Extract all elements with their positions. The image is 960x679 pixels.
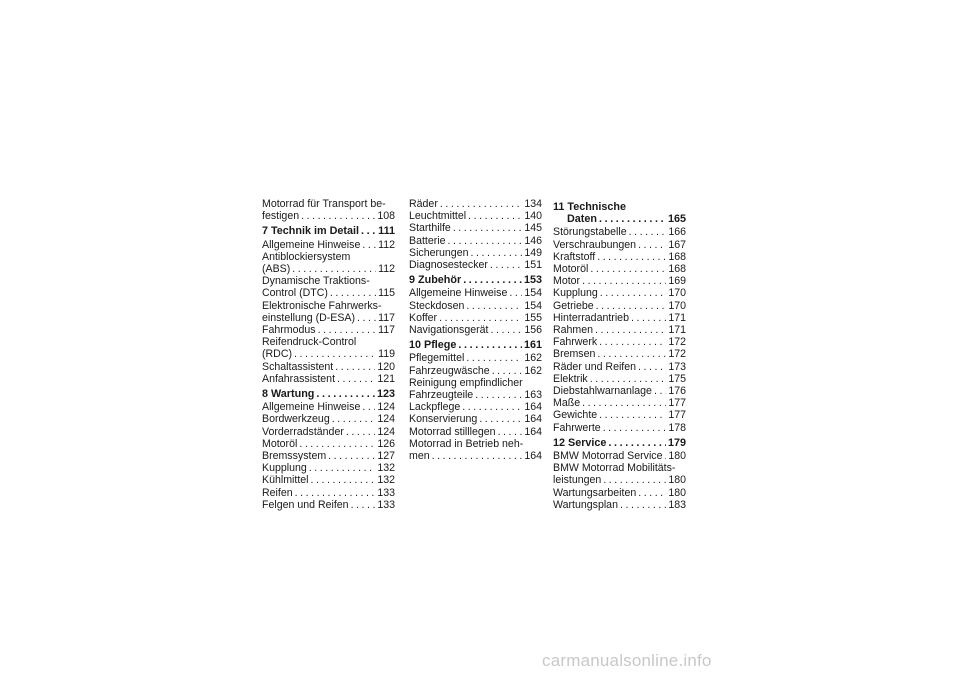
toc-entry[interactable] bbox=[262, 373, 395, 385]
toc-entry-title: men bbox=[409, 450, 430, 463]
toc-page-number: 169 bbox=[668, 275, 686, 288]
toc-entry-title: Diebstahlwarnanlage bbox=[553, 385, 652, 398]
toc-entry[interactable] bbox=[409, 365, 542, 377]
toc-entry-title: Fahrmodus bbox=[262, 324, 316, 337]
toc-page-number: 162 bbox=[524, 364, 542, 377]
toc-chapter-heading[interactable] bbox=[409, 274, 542, 286]
toc-page-number: 124 bbox=[377, 413, 395, 426]
toc-entry-title: Schaltassistent bbox=[262, 360, 334, 373]
dot-leader bbox=[608, 437, 666, 449]
toc-entry[interactable] bbox=[553, 348, 686, 360]
toc-entry-title: Motoröl bbox=[553, 263, 589, 276]
toc-page-number: 132 bbox=[377, 462, 395, 475]
dot-leader bbox=[463, 274, 522, 286]
toc-entry[interactable] bbox=[553, 361, 686, 373]
toc-entry-title: BMW Motorrad Service bbox=[553, 450, 663, 463]
toc-entry[interactable] bbox=[409, 377, 542, 401]
toc-page-number: 117 bbox=[378, 324, 395, 337]
dot-leader bbox=[582, 275, 666, 287]
toc-page-number: 146 bbox=[524, 234, 542, 247]
toc-entry[interactable] bbox=[553, 324, 686, 336]
toc-entry-title: Diagnosestecker bbox=[409, 259, 488, 272]
dot-leader bbox=[665, 450, 667, 462]
dot-leader bbox=[311, 474, 376, 486]
toc-page-number: 177 bbox=[668, 397, 686, 410]
toc-entry-title: Kupplung bbox=[262, 462, 307, 475]
toc-entry-title: Motor bbox=[553, 275, 581, 288]
toc-page-number: 154 bbox=[524, 287, 542, 300]
watermark-text: carmanualsonline.info bbox=[542, 651, 712, 670]
toc-entry[interactable] bbox=[553, 373, 686, 385]
toc-entry-title: Kühlmittel bbox=[262, 474, 309, 487]
dot-leader bbox=[498, 426, 523, 438]
dot-leader bbox=[654, 385, 666, 397]
dot-leader bbox=[620, 499, 666, 511]
toc-entry-title: Hinterradantrieb bbox=[553, 311, 629, 324]
dot-leader bbox=[362, 401, 375, 413]
dot-leader bbox=[295, 487, 376, 499]
dot-leader bbox=[603, 422, 667, 434]
dot-leader bbox=[335, 361, 375, 373]
dot-leader bbox=[357, 312, 376, 324]
toc-entry[interactable] bbox=[553, 239, 686, 251]
dot-leader bbox=[629, 226, 667, 238]
toc-column-2 bbox=[409, 198, 542, 462]
toc-entry[interactable] bbox=[553, 422, 686, 434]
toc-entry-title: Vorderradständer bbox=[262, 425, 344, 438]
toc-page-number: 172 bbox=[668, 336, 686, 349]
toc-page-number: 180 bbox=[668, 474, 686, 487]
dot-leader bbox=[458, 339, 522, 351]
toc-entry-title-line: Reifendruck-Control bbox=[262, 336, 357, 349]
toc-entry[interactable] bbox=[262, 487, 395, 499]
toc-entry-title: Räder und Reifen bbox=[553, 360, 637, 373]
toc-page-number: 183 bbox=[668, 498, 686, 511]
toc-entry-title: Wartungsplan bbox=[553, 498, 618, 511]
toc-page-number: 123 bbox=[376, 388, 395, 401]
dot-leader bbox=[590, 263, 666, 275]
toc-entry[interactable] bbox=[262, 361, 395, 373]
toc-entry-title: Bremsen bbox=[553, 348, 596, 361]
toc-entry[interactable] bbox=[409, 247, 542, 259]
dot-leader bbox=[328, 450, 375, 462]
toc-entry[interactable] bbox=[409, 312, 542, 324]
toc-page-number: 180 bbox=[668, 450, 686, 463]
toc-entry-title: Anfahrassistent bbox=[262, 372, 336, 385]
toc-chapter-heading[interactable] bbox=[553, 201, 686, 225]
toc-entry[interactable] bbox=[262, 300, 395, 324]
toc-entry-title: Batterie bbox=[409, 234, 446, 247]
dot-leader bbox=[316, 388, 375, 400]
toc-page-number: 173 bbox=[668, 360, 686, 373]
toc-entry-title: Koffer bbox=[409, 311, 438, 324]
toc-entry-title: Getriebe bbox=[553, 299, 594, 312]
dot-leader bbox=[471, 247, 523, 259]
toc-entry-title-line: Reinigung empfindlicher bbox=[409, 376, 523, 389]
toc-page-number: 167 bbox=[668, 238, 686, 251]
dot-leader bbox=[631, 312, 666, 324]
toc-page-number: 177 bbox=[668, 409, 686, 422]
toc-page-number: 171 bbox=[668, 324, 686, 337]
dot-leader bbox=[330, 287, 376, 299]
toc-page-number: 163 bbox=[524, 389, 542, 402]
toc-entry[interactable] bbox=[262, 401, 395, 413]
dot-leader bbox=[599, 336, 666, 348]
toc-page-number: 164 bbox=[524, 450, 542, 463]
toc-entry-title: Konservierung bbox=[409, 413, 478, 426]
toc-page-number: 133 bbox=[377, 498, 395, 511]
toc-entry[interactable] bbox=[409, 259, 542, 271]
toc-entry[interactable] bbox=[262, 462, 395, 474]
toc-entry[interactable] bbox=[409, 235, 542, 247]
dot-leader bbox=[292, 263, 376, 275]
toc-chapter-heading[interactable] bbox=[409, 339, 542, 351]
toc-entry-title: Räder bbox=[409, 198, 438, 210]
toc-entry-title: Maße bbox=[553, 397, 581, 410]
toc-entry-title: Sicherungen bbox=[409, 246, 469, 259]
toc-entry-title: Allgemeine Hinweise bbox=[262, 401, 361, 414]
dot-leader bbox=[582, 397, 666, 409]
toc-entry-title: (ABS) bbox=[262, 263, 291, 276]
toc-entry[interactable] bbox=[553, 300, 686, 312]
toc-entry[interactable] bbox=[553, 263, 686, 275]
dot-leader bbox=[462, 401, 522, 413]
dot-leader bbox=[600, 287, 667, 299]
dot-leader bbox=[361, 225, 376, 237]
dot-leader bbox=[479, 413, 522, 425]
toc-entry-title: Fahrzeugwäsche bbox=[409, 364, 490, 377]
toc-entry-title: Wartungsarbeiten bbox=[553, 486, 637, 499]
toc-entry-title-line: Motorrad für Transport be- bbox=[262, 198, 386, 210]
dot-leader bbox=[440, 198, 522, 210]
toc-entry-title: Control (DTC) bbox=[262, 287, 328, 300]
toc-page-number: 164 bbox=[524, 413, 542, 426]
toc-page-number: 132 bbox=[377, 474, 395, 487]
toc-page-number: 112 bbox=[378, 263, 395, 276]
dot-leader bbox=[492, 365, 523, 377]
toc-entry-title: Gewichte bbox=[553, 409, 598, 422]
toc-entry-title: Rahmen bbox=[553, 324, 594, 337]
toc-entry-title: Verschraubungen bbox=[553, 238, 637, 251]
toc-page-number: 115 bbox=[378, 287, 395, 300]
toc-page-number: 151 bbox=[524, 259, 542, 272]
toc-page-number: 140 bbox=[524, 210, 542, 223]
toc-entry-title: Kraftstoff bbox=[553, 250, 596, 263]
toc-page-number: 168 bbox=[668, 250, 686, 263]
toc-entry[interactable] bbox=[409, 413, 542, 425]
toc-page-number: 164 bbox=[524, 401, 542, 414]
toc-page-number: 111 bbox=[378, 225, 395, 238]
toc-entry-title: Allgemeine Hinweise bbox=[409, 287, 508, 300]
dot-leader bbox=[309, 462, 376, 474]
toc-page-number: 108 bbox=[377, 210, 395, 223]
toc-entry-title: Fahrwerte bbox=[553, 421, 601, 434]
toc-entry[interactable] bbox=[553, 287, 686, 299]
toc-column-1 bbox=[262, 198, 395, 511]
toc-entry[interactable] bbox=[553, 462, 686, 486]
toc-page-number: 164 bbox=[524, 425, 542, 438]
dot-leader bbox=[299, 438, 375, 450]
toc-entry[interactable] bbox=[409, 210, 542, 222]
dot-leader bbox=[466, 300, 522, 312]
toc-entry-title: Motoröl bbox=[262, 437, 298, 450]
toc-page-number: 166 bbox=[668, 226, 686, 239]
toc-entry[interactable] bbox=[262, 426, 395, 438]
dot-leader bbox=[432, 450, 523, 462]
toc-entry[interactable] bbox=[553, 450, 686, 462]
toc-entry-title: 12 Service bbox=[553, 436, 607, 449]
toc-entry-title: Fahrwerk bbox=[553, 336, 598, 349]
dot-leader bbox=[466, 352, 522, 364]
toc-entry-title-line: BMW Motorrad Mobilitäts- bbox=[553, 462, 676, 475]
toc-entry-title: leistungen bbox=[553, 474, 602, 487]
toc-page-number: 171 bbox=[668, 311, 686, 324]
toc-page-number: 179 bbox=[667, 436, 686, 449]
toc-page-number: 153 bbox=[523, 274, 542, 287]
dot-leader bbox=[337, 373, 375, 385]
toc-page-number: 156 bbox=[524, 324, 542, 337]
dot-leader bbox=[318, 324, 377, 336]
toc-page-number: 176 bbox=[668, 385, 686, 398]
toc-page-number: 155 bbox=[524, 311, 542, 324]
dot-leader bbox=[491, 324, 523, 336]
toc-entry-title: (RDC) bbox=[262, 348, 293, 361]
dot-leader bbox=[638, 239, 666, 251]
dot-leader bbox=[362, 239, 376, 251]
toc-entry[interactable] bbox=[262, 275, 395, 299]
dot-leader bbox=[448, 235, 523, 247]
toc-entry-title: Störungstabelle bbox=[553, 226, 627, 239]
toc-page-number: 124 bbox=[377, 401, 395, 414]
dot-leader bbox=[346, 426, 375, 438]
dot-leader bbox=[638, 361, 666, 373]
toc-entry-title: einstellung (D-ESA) bbox=[262, 311, 356, 324]
toc-entry[interactable] bbox=[409, 401, 542, 413]
toc-page-number: 170 bbox=[668, 299, 686, 312]
toc-page-number: 124 bbox=[377, 425, 395, 438]
toc-page-number: 175 bbox=[668, 372, 686, 385]
toc-entry-title: Reifen bbox=[262, 486, 293, 499]
toc-chapter-heading[interactable] bbox=[553, 437, 686, 449]
toc-page-number: 112 bbox=[378, 238, 395, 251]
toc-entry[interactable] bbox=[262, 251, 395, 275]
toc-entry[interactable] bbox=[262, 324, 395, 336]
toc-entry-title: festigen bbox=[262, 210, 300, 223]
toc-entry[interactable] bbox=[409, 352, 542, 364]
toc-entry[interactable] bbox=[262, 499, 395, 511]
toc-entry-title: Fahrzeugteile bbox=[409, 389, 474, 402]
toc-page-number: 180 bbox=[668, 486, 686, 499]
toc-entry[interactable] bbox=[262, 198, 395, 222]
toc-page-number: 172 bbox=[668, 348, 686, 361]
toc-page-number: 134 bbox=[524, 198, 542, 210]
toc-entry-title: Starthilfe bbox=[409, 222, 451, 235]
toc-page-number: 178 bbox=[668, 421, 686, 434]
toc-entry[interactable] bbox=[553, 251, 686, 263]
toc-entry-title: Motorrad stilllegen bbox=[409, 425, 496, 438]
toc-entry[interactable] bbox=[262, 450, 395, 462]
toc-page-number: 162 bbox=[524, 352, 542, 365]
dot-leader bbox=[468, 210, 522, 222]
toc-entry[interactable] bbox=[409, 324, 542, 336]
toc-page-number: 133 bbox=[377, 486, 395, 499]
toc-entry[interactable] bbox=[553, 397, 686, 409]
toc-chapter-heading[interactable] bbox=[262, 225, 395, 237]
toc-entry[interactable] bbox=[409, 300, 542, 312]
toc-page-number: 127 bbox=[377, 450, 395, 463]
toc-column-3 bbox=[553, 198, 686, 511]
dot-leader bbox=[599, 409, 666, 421]
dot-leader bbox=[596, 300, 667, 312]
toc-entry[interactable] bbox=[409, 287, 542, 299]
toc-entry-title-line: Antiblockiersystem bbox=[262, 250, 351, 263]
toc-entry-title: Steckdosen bbox=[409, 299, 465, 312]
toc-entry-title: Leuchtmittel bbox=[409, 210, 467, 223]
toc-entry-title: 10 Pflege bbox=[409, 339, 457, 352]
toc-entry[interactable] bbox=[409, 222, 542, 234]
toc-entry-title-line: 11 Technische bbox=[553, 201, 627, 213]
toc-entry[interactable] bbox=[262, 239, 395, 251]
toc-page-number: 170 bbox=[668, 287, 686, 300]
toc-entry[interactable] bbox=[553, 226, 686, 238]
toc-page-number: 120 bbox=[377, 360, 395, 373]
dot-leader bbox=[332, 413, 376, 425]
toc-entry-title: Pflegemittel bbox=[409, 352, 465, 365]
toc-entry-title: 7 Technik im Detail bbox=[262, 225, 360, 238]
toc-entry-title: Kupplung bbox=[553, 287, 598, 300]
dot-leader bbox=[595, 324, 666, 336]
dot-leader bbox=[351, 499, 376, 511]
toc-entry[interactable] bbox=[409, 426, 542, 438]
toc-entry[interactable] bbox=[262, 474, 395, 486]
dot-leader bbox=[490, 259, 522, 271]
toc-page-number: 145 bbox=[524, 222, 542, 235]
toc-entry[interactable] bbox=[262, 336, 395, 360]
dot-leader bbox=[439, 312, 522, 324]
dot-leader bbox=[590, 373, 667, 385]
dot-leader bbox=[453, 222, 523, 234]
toc-entry-title-line: Motorrad in Betrieb neh- bbox=[409, 437, 524, 450]
dot-leader bbox=[301, 210, 375, 222]
toc-page-number: 117 bbox=[378, 311, 395, 324]
dot-leader bbox=[638, 487, 666, 499]
toc-entry-title: Bremssystem bbox=[262, 450, 327, 463]
dot-leader bbox=[475, 389, 522, 401]
dot-leader bbox=[509, 287, 522, 299]
dot-leader bbox=[597, 251, 666, 263]
toc-page-number: 149 bbox=[524, 246, 542, 259]
toc-entry-title: Daten bbox=[567, 213, 597, 226]
toc-page-number: 165 bbox=[667, 213, 686, 226]
toc-entry[interactable] bbox=[553, 487, 686, 499]
toc-entry[interactable] bbox=[553, 409, 686, 421]
toc-page-number: 154 bbox=[524, 299, 542, 312]
toc-page-number: 126 bbox=[377, 437, 395, 450]
toc-entry[interactable] bbox=[262, 438, 395, 450]
toc-entry-title: Lackpflege bbox=[409, 401, 461, 414]
toc-entry-title: Elektrik bbox=[553, 372, 588, 385]
toc-entry-title: 8 Wartung bbox=[262, 388, 315, 401]
toc-entry[interactable] bbox=[553, 336, 686, 348]
toc-entry[interactable] bbox=[553, 275, 686, 287]
toc-entry[interactable] bbox=[553, 385, 686, 397]
toc-page-number: 121 bbox=[377, 372, 395, 385]
toc-page-number: 119 bbox=[378, 348, 395, 361]
dot-leader bbox=[599, 213, 666, 225]
toc-entry[interactable] bbox=[553, 312, 686, 324]
toc-entry-title: Navigationsgerät bbox=[409, 324, 489, 337]
dot-leader bbox=[294, 348, 376, 360]
toc-entry-title: 9 Zubehör bbox=[409, 274, 462, 287]
toc-entry-title: Felgen und Reifen bbox=[262, 498, 349, 511]
toc-page-number: 161 bbox=[523, 339, 542, 352]
toc-entry-title-line: Elektronische Fahrwerks- bbox=[262, 299, 382, 312]
dot-leader bbox=[597, 348, 666, 360]
toc-entry-title-line: Dynamische Traktions- bbox=[262, 275, 370, 288]
toc-page-number: 168 bbox=[668, 263, 686, 276]
dot-leader bbox=[603, 474, 666, 486]
toc-chapter-heading[interactable] bbox=[262, 388, 395, 400]
toc-entry-title: Allgemeine Hinweise bbox=[262, 238, 361, 251]
toc-entry[interactable] bbox=[409, 198, 542, 210]
toc-entry[interactable] bbox=[409, 438, 542, 462]
toc-entry[interactable] bbox=[262, 413, 395, 425]
toc-entry[interactable] bbox=[553, 499, 686, 511]
toc-entry-title: Bordwerkzeug bbox=[262, 413, 330, 426]
